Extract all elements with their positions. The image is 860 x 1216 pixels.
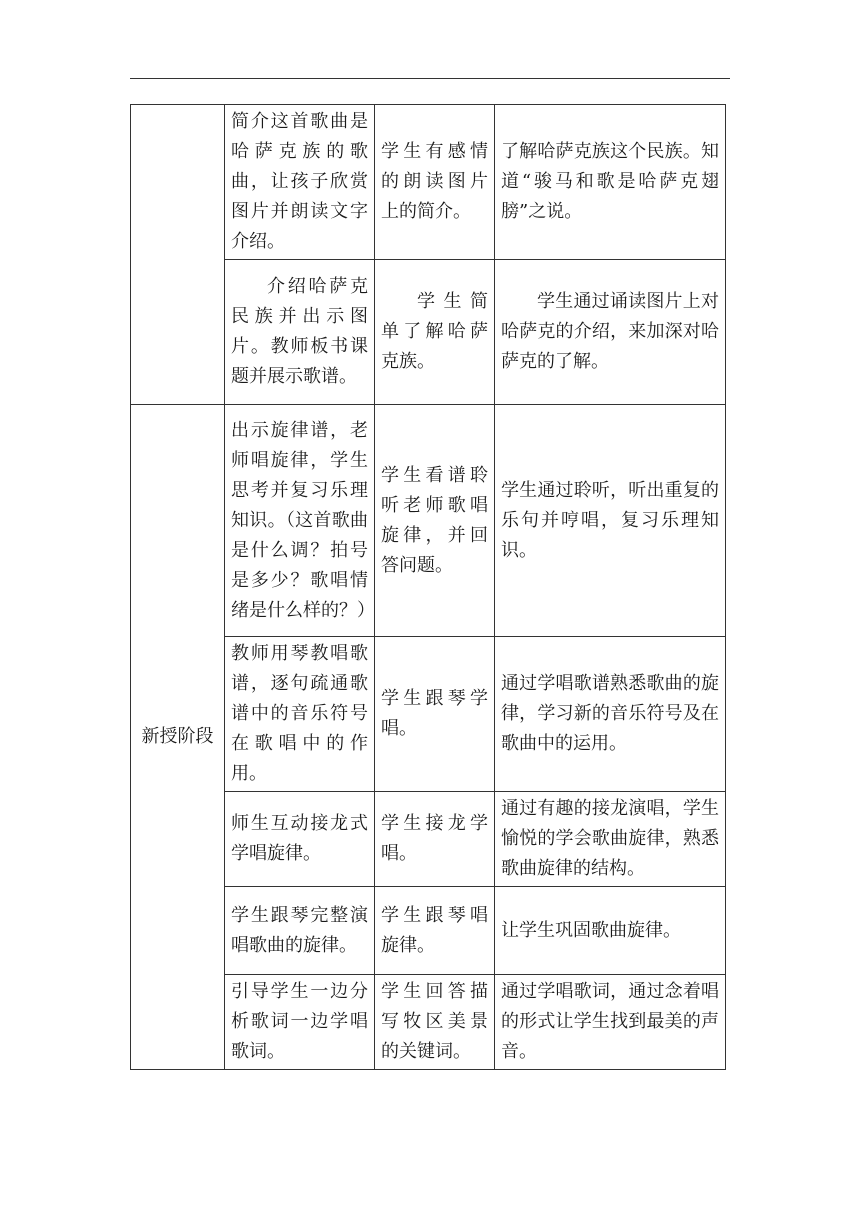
student-activity-cell: 学生看谱聆听老师歌唱旋律，并回答问题。 <box>375 405 495 637</box>
design-intent-cell: 了解哈萨克族这个民族。知道“骏马和歌是哈萨克翅膀”之说。 <box>495 105 726 260</box>
student-activity-cell: 学生简单了解哈萨克族。 <box>375 260 495 405</box>
teacher-activity-cell: 简介这首歌曲是哈萨克族的歌曲，让孩子欣赏图片并朗读文字介绍。 <box>225 105 375 260</box>
lesson-plan-table <box>130 104 726 1070</box>
teacher-activity-cell: 教师用琴教唱歌谱，逐句疏通歌谱中的音乐符号在歌唱中的作用。 <box>225 637 375 792</box>
student-activity-cell: 学生跟琴学唱。 <box>375 637 495 792</box>
teacher-activity-cell: 师生互动接龙式学唱旋律。 <box>225 792 375 887</box>
design-intent-cell: 学生通过诵读图片上对哈萨克的介绍，来加深对哈萨克的了解。 <box>495 260 726 405</box>
student-activity-cell: 学生回答描写牧区美景的关键词。 <box>375 975 495 1070</box>
design-intent-cell: 通过学唱歌谱熟悉歌曲的旋律，学习新的音乐符号及在歌曲中的运用。 <box>495 637 726 792</box>
design-intent-cell: 让学生巩固歌曲旋律。 <box>495 887 726 975</box>
student-activity-cell: 学生跟琴唱旋律。 <box>375 887 495 975</box>
table-row <box>131 405 726 637</box>
student-activity-cell: 学生有感情的朗读图片上的简介。 <box>375 105 495 260</box>
stage-label-cell: 新授阶段 <box>131 405 225 1070</box>
stage-cell-continued <box>131 105 225 405</box>
teacher-activity-cell: 介绍哈萨克民族并出示图片。教师板书课题并展示歌谱。 <box>225 260 375 405</box>
teacher-activity-cell: 学生跟琴完整演唱歌曲的旋律。 <box>225 887 375 975</box>
table-row <box>131 105 726 260</box>
student-activity-cell: 学生接龙学唱。 <box>375 792 495 887</box>
design-intent-cell: 通过学唱歌词，通过念着唱的形式让学生找到最美的声音。 <box>495 975 726 1070</box>
design-intent-cell: 学生通过聆听，听出重复的乐句并哼唱，复习乐理知识。 <box>495 405 726 637</box>
teacher-activity-cell: 引导学生一边分析歌词一边学唱歌词。 <box>225 975 375 1070</box>
page-header-rule <box>130 78 730 79</box>
teacher-activity-cell: 出示旋律谱，老师唱旋律，学生思考并复习乐理知识。（这首歌曲是什么调？拍号是多少？歌唱情绪是什么样的？） <box>225 405 375 637</box>
design-intent-cell: 通过有趣的接龙演唱，学生愉悦的学会歌曲旋律，熟悉歌曲旋律的结构。 <box>495 792 726 887</box>
